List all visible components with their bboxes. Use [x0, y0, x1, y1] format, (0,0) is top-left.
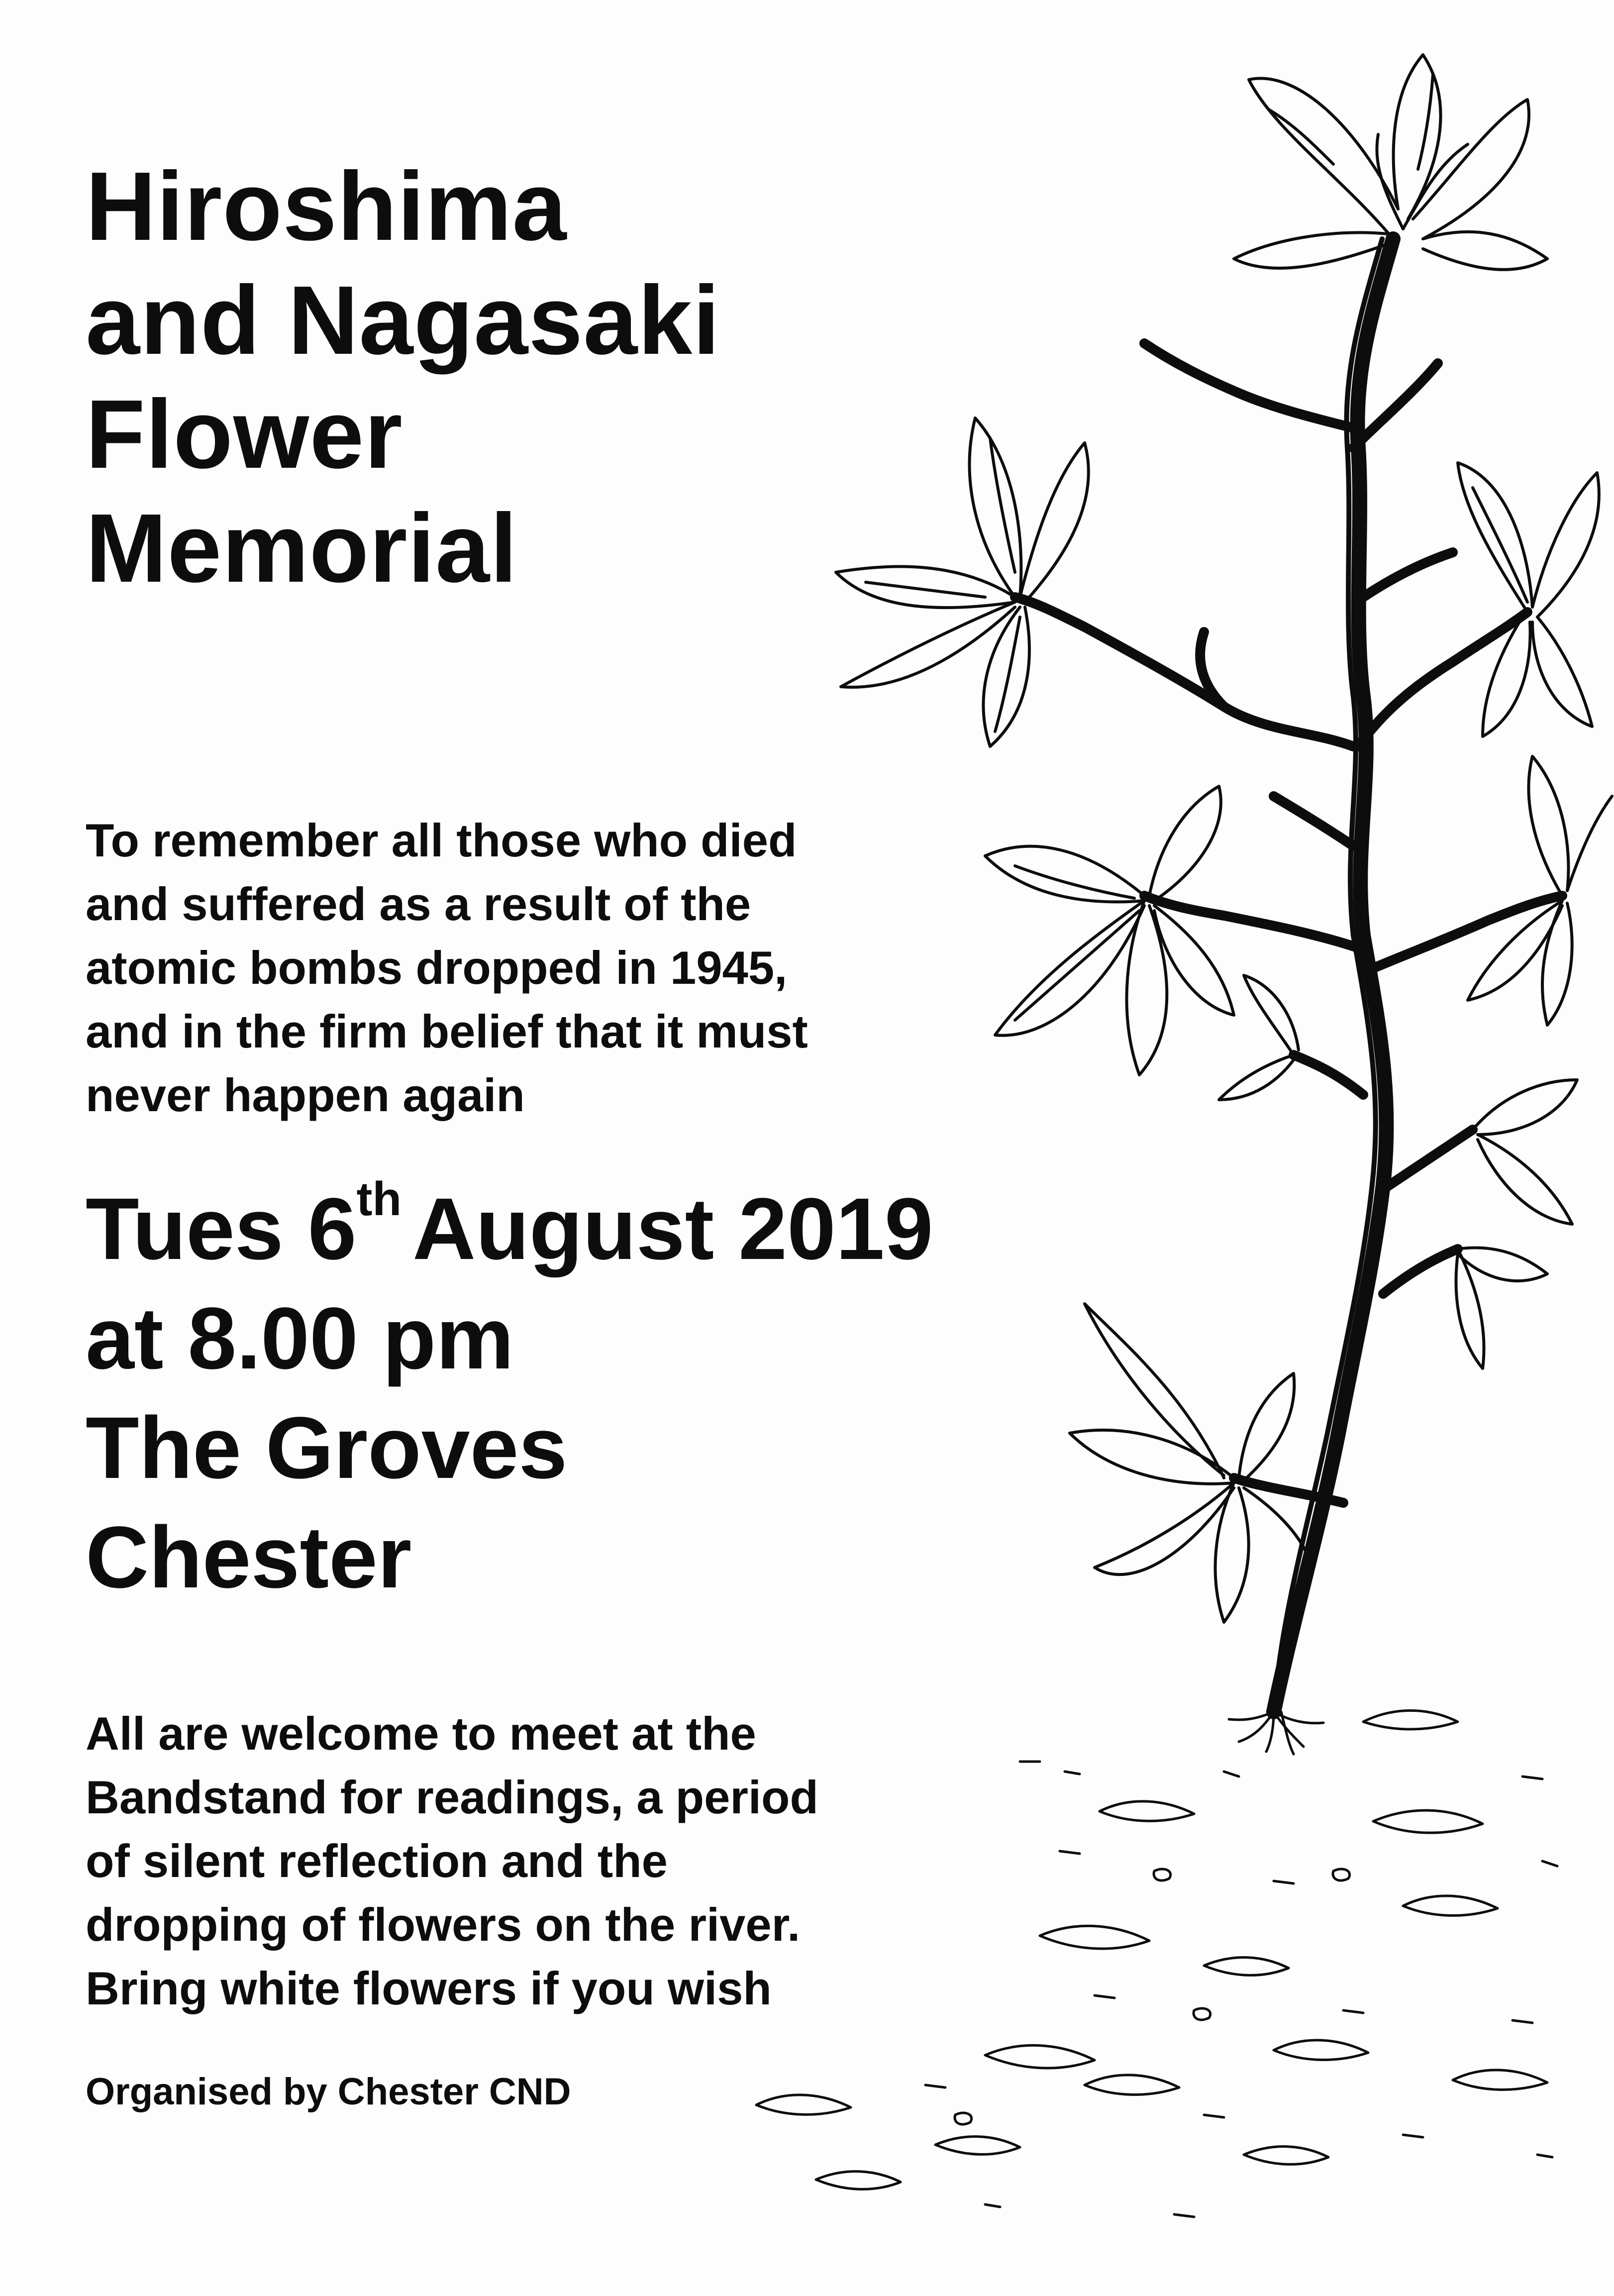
- title-line: and Nagasaki: [86, 266, 720, 375]
- blossom: [1234, 55, 1547, 270]
- magnolia-blossoms: [836, 55, 1612, 1622]
- blossom: [1458, 463, 1599, 736]
- event-day: Tues 6: [86, 1180, 357, 1278]
- info-paragraph: [86, 1702, 818, 2020]
- poster-title: [86, 149, 720, 605]
- blossom: [985, 786, 1234, 1075]
- info-line: Bandstand for readings, a period: [86, 1771, 818, 1823]
- event-time: at 8.00 pm: [86, 1290, 514, 1387]
- intro-line: never happen again: [86, 1069, 525, 1121]
- info-line: Bring white flowers if you wish: [86, 1962, 772, 2014]
- info-line: dropping of flowers on the river.: [86, 1898, 801, 1951]
- event-month-year: August 2019: [412, 1180, 933, 1278]
- blossom: [1456, 1080, 1577, 1368]
- event-city: Chester: [86, 1509, 412, 1606]
- info-line: All are welcome to meet at the: [86, 1707, 756, 1760]
- intro-paragraph: [86, 809, 808, 1127]
- intro-line: and suffered as a result of the: [86, 878, 751, 930]
- organiser-credit: Organised by Chester CND: [86, 2071, 571, 2113]
- intro-line: To remember all those who died: [86, 814, 797, 866]
- intro-line: and in the firm belief that it must: [86, 1005, 808, 1057]
- event-day-suffix: th: [356, 1172, 402, 1226]
- title-line: Flower: [86, 380, 403, 489]
- intro-line: atomic bombs dropped in 1945,: [86, 941, 788, 994]
- info-line: of silent reflection and the: [86, 1835, 668, 1887]
- fallen-petals: [756, 1711, 1557, 2217]
- blossom: [1219, 975, 1299, 1100]
- blossom: [1070, 1304, 1309, 1622]
- magnolia-tree-ink-drawing-icon: [721, 50, 1614, 2296]
- title-line: Hiroshima: [86, 152, 567, 261]
- event-venue: The Groves: [86, 1399, 568, 1497]
- blossom: [1468, 756, 1612, 1025]
- blossom: [836, 418, 1089, 746]
- title-line: Memorial: [86, 494, 518, 603]
